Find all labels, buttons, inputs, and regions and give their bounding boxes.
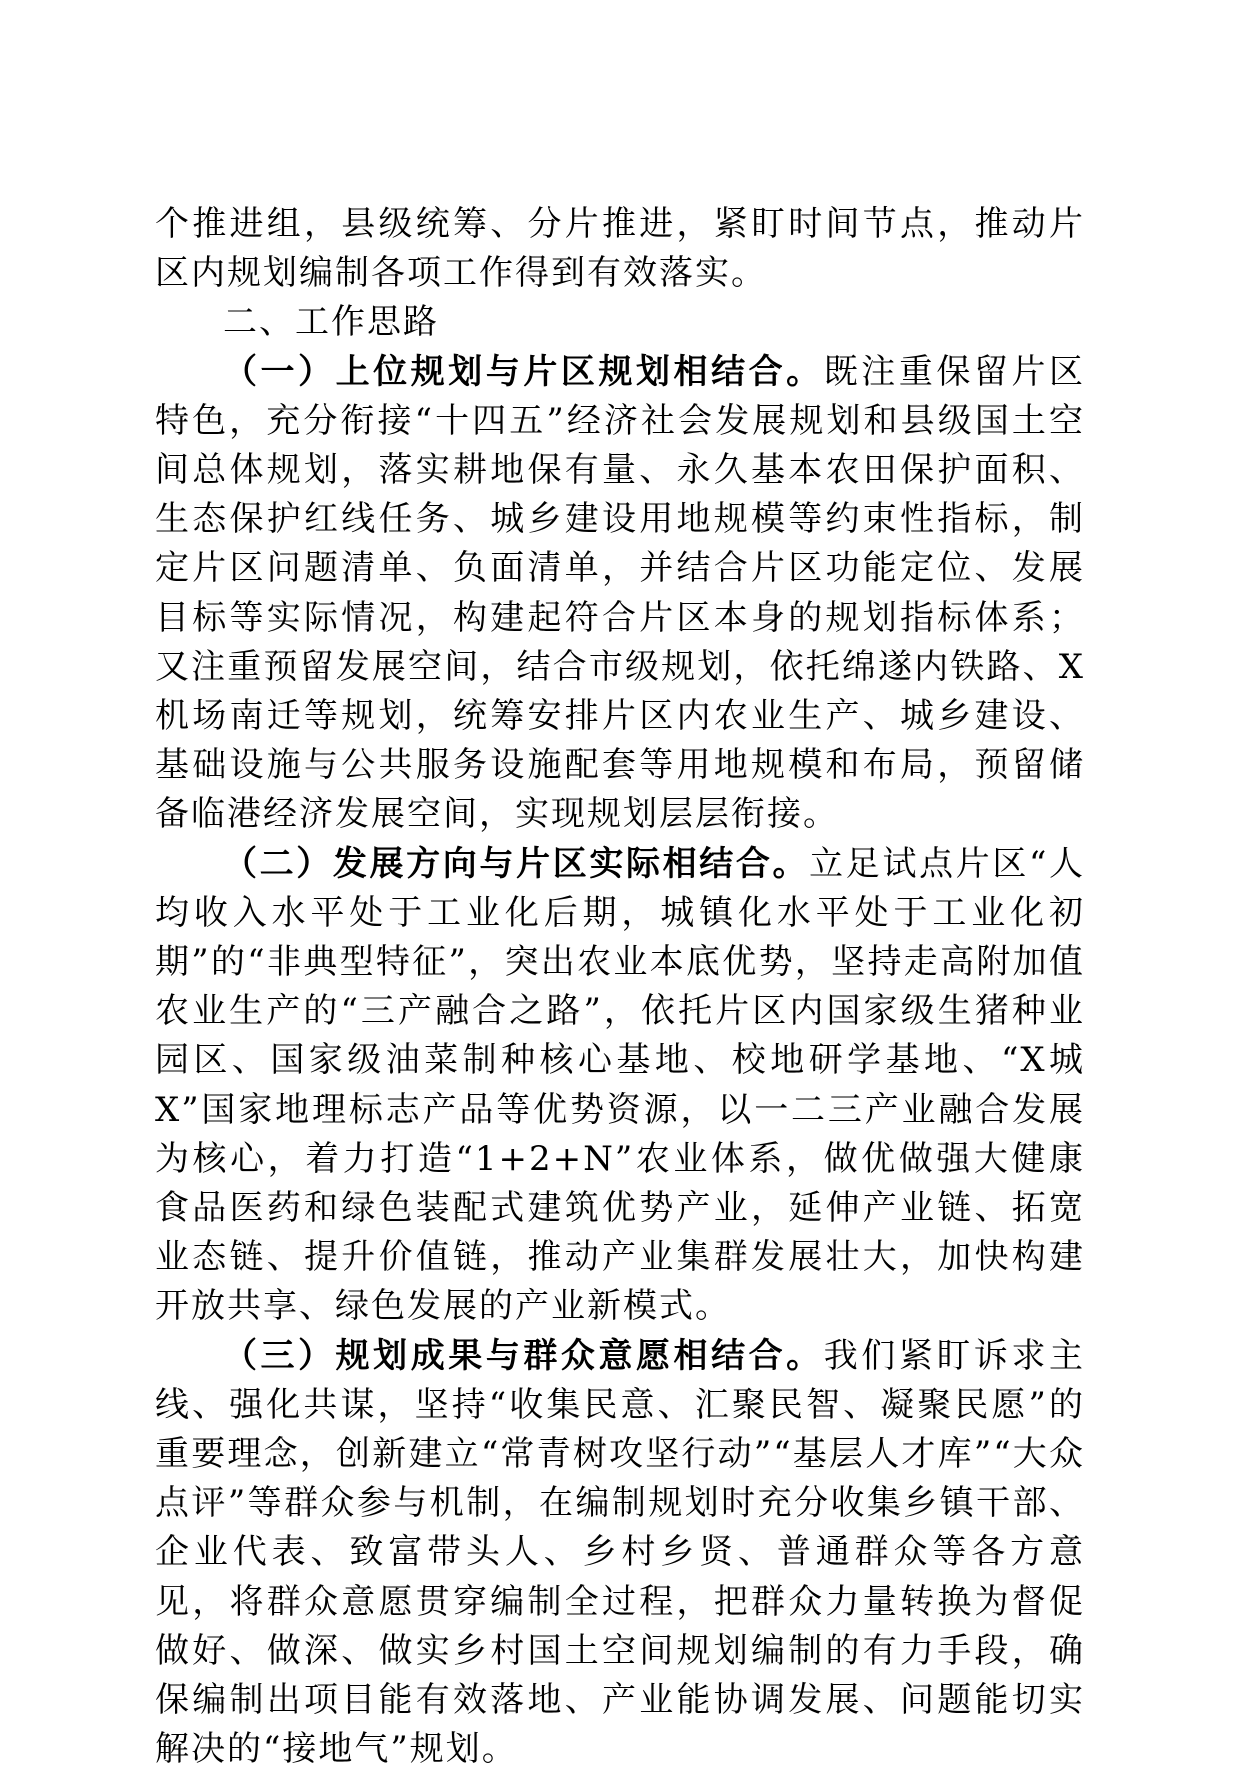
paragraph-1-body: 既注重保留片区特色，充分衔接“十四五”经济社会发展规划和县级国土空间总体规划，落实耕地保有量、永久基本农田保护面积、生态保护红线任务、城乡建设用地规模等约束性指标，制定片区问题清单、负面清单，并结合片区功能定位、发展目标等实际情况，构建起符合片区本身的规划指标体系；又注重预留发展空间，结合市级规划，依托绵遂内铁路、X机场南迁等规划，统筹安排片区内农业生产、城乡建设、基础设施与公共服务设施配套等用地规模和布局，预留储备临港经济发展空间，实现规划层层衔接。 [155, 351, 1086, 835]
paragraph-3-lead: （三）规划成果与群众意愿相结合。 [223, 1335, 824, 1376]
paragraph-2-lead: （二）发展方向与片区实际相结合。 [223, 843, 810, 884]
paragraph-3 [155, 1332, 1085, 1775]
paragraph-2-body: 立足试点片区“人均收入水平处于工业化后期，城镇化水平处于工业化初期”的“非典型特征”，突出农业本底优势，坚持走高附加值农业生产的“三产融合之路”，依托片区内国家级生猪种业园区、国家级油菜制种核心基地、校地研学基地、“X城X”国家地理标志产品等优势资源，以一二三产业融合发展为核心，着力打造“1+2+N”农业体系，做优做强大健康食品医药和绿色装配式建筑优势产业，延伸产业链、拓宽业态链、提升价值链，推动产业集群发展壮大，加快构建开放共享、绿色发展的产业新模式。 [155, 843, 1085, 1327]
document-page [155, 200, 1085, 1775]
paragraph-3-body: 我们紧盯诉求主线、强化共谋，坚持“收集民意、汇聚民智、凝聚民愿”的重要理念，创新建立“常青树攻坚行动”“基层人才库”“大众点评”等群众参与机制，在编制规划时充分收集乡镇干部、企业代表、致富带头人、乡村乡贤、普通群众等各方意见，将群众意愿贯穿编制全过程，把群众力量转换为督促做好、做深、做实乡村国土空间规划编制的有力手段，确保编制出项目能有效落地、产业能协调发展、问题能切实解决的“接地气”规划。 [155, 1335, 1086, 1770]
paragraph-2 [155, 840, 1085, 1332]
paragraph-1 [155, 348, 1085, 840]
intro-paragraph: 个推进组，县级统筹、分片推进，紧盯时间节点，推动片区内规划编制各项工作得到有效落实。 [155, 204, 1085, 294]
section-heading: 二、工作思路 [223, 302, 439, 343]
paragraph-1-lead: （一）上位规划与片区规划相结合。 [223, 351, 824, 392]
